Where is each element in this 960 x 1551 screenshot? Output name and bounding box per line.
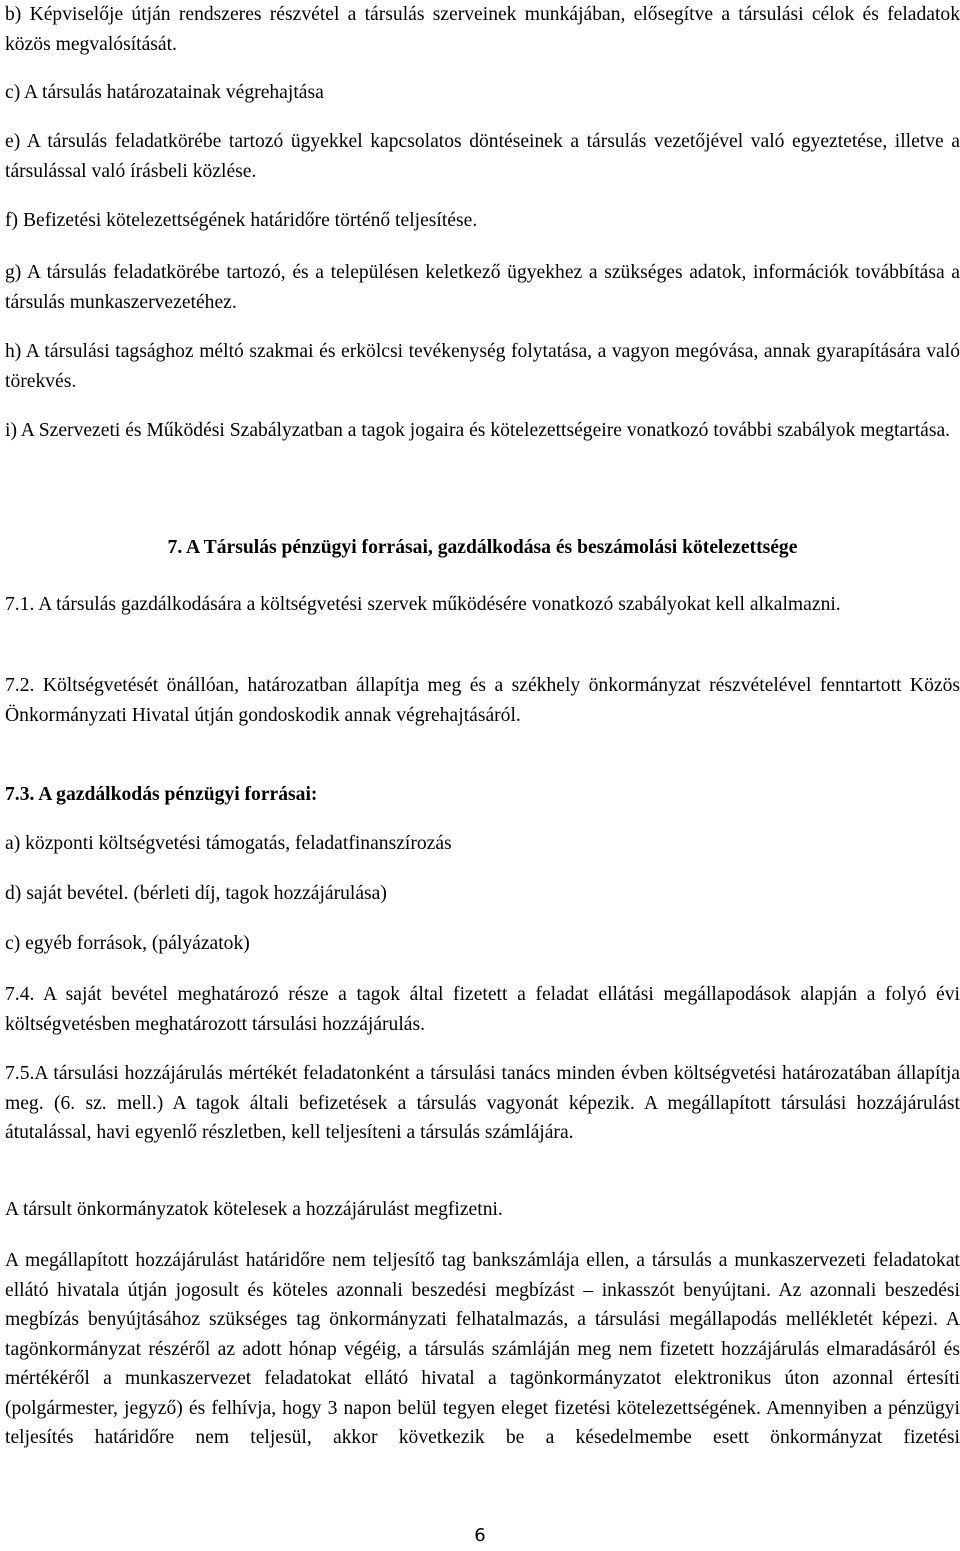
paragraph-7-5: 7.5.A társulási hozzájárulás mértékét feladatonként a társulási tanács minden évben költségvetési határozatában állapítja meg. (6. sz. mell.) A tagok általi befizetések a társulás vagyonát képezik. A megállapított társulási hozzájárulást átutalással, havi egyenlő részletben, kell teljesíteni a társulás számlájára. xyxy=(5,1063,960,1143)
paragraph-7-4: 7.4. A saját bevétel meghatározó része a tagok által fizetett a feladat ellátási megállapodások alapján a folyó évi költségvetésben meghatározott társulási hozzájárulás. xyxy=(5,984,960,1035)
paragraph-7-3: 7.3. A gazdálkodás pénzügyi forrásai: xyxy=(5,784,318,805)
paragraph-c: c) A társulás határozatainak végrehajtása xyxy=(5,82,324,103)
paragraph-collection: A megállapított hozzájárulást határidőre nem teljesítő tag bankszámlája ellen, a társulás a munkaszervezeti feladatokat ellátó hivatala útján jogosult és köteles azonnali beszedési megbízást – inkasszót benyújtani. Az azonnali beszedési megbízás benyújtásához szükséges tag önkormányzati felhatalmazás, a társulási megállapodás mellékletét képezi. A tagönkormányzat részéről az adott hónap végéig, a társulás számláján meg nem fizetett hozzájárulás elmaradásáról és mértékéről a munkaszervezet feladatokat ellátó hivatal a tagönkormányzatot elektronikus úton azonnal értesíti (polgármester, jegyző) és felhívja, hogy 3 napon belül tegyen eleget fizetési kötelezettségének. Amennyiben a pénzügyi teljesítés határidőre nem teljesül, akkor következik be a késedelmembe esett önkormányzat fizetési xyxy=(5,1250,960,1448)
paragraph-7-1: 7.1. A társulás gazdálkodására a költségvetési szervek működésére vonatkozó szabályokat kell alkalmazni. xyxy=(5,594,841,615)
paragraph-7-2: 7.2. Költségvetését önállóan, határozatban állapítja meg és a székhely önkormányzat részvételével fenntartott Közös Önkormányzati Hivatal útján gondoskodik annak végrehajtásáról. xyxy=(5,675,960,726)
paragraph-g: g) A társulás feladatkörébe tartozó, és a településen keletkező ügyekhez a szükséges adatok, információk továbbítása a társulás munkaszervezetéhez. xyxy=(5,262,960,313)
source-item-c: c) egyéb források, (pályázatok) xyxy=(5,933,250,954)
paragraph-b: b) Képviselője útján rendszeres részvétel a társulás szerveinek munkájában, elősegítve a társulási célok és feladatok közös megvalósítását. xyxy=(5,4,960,55)
section-heading: 7. A Társulás pénzügyi forrásai, gazdálkodása és beszámolási kötelezettsége xyxy=(167,537,798,558)
paragraph-f: f) Befizetési kötelezettségének határidőre történő teljesítése. xyxy=(5,210,478,231)
page-number: 6 xyxy=(474,1525,486,1546)
paragraph-h: h) A társulási tagsághoz méltó szakmai és erkölcsi tevékenység folytatása, a vagyon megóvása, annak gyarapítására való törekvés. xyxy=(5,341,960,392)
source-item-d: d) saját bevétel. (bérleti díj, tagok hozzájárulása) xyxy=(5,883,387,904)
paragraph-obligation: A társult önkormányzatok kötelesek a hozzájárulást megfizetni. xyxy=(5,1199,503,1220)
source-item-a: a) központi költségvetési támogatás, feladatfinanszírozás xyxy=(5,833,452,854)
document-page xyxy=(5,0,960,1551)
paragraph-i: i) A Szervezeti és Működési Szabályzatban a tagok jogaira és kötelezettségeire vonatkozó további szabályok megtartása. xyxy=(5,420,951,441)
paragraph-e: e) A társulás feladatkörébe tartozó ügyekkel kapcsolatos döntéseinek a társulás vezetőjével való egyeztetése, illetve a társulással való írásbeli közlése. xyxy=(5,131,960,182)
